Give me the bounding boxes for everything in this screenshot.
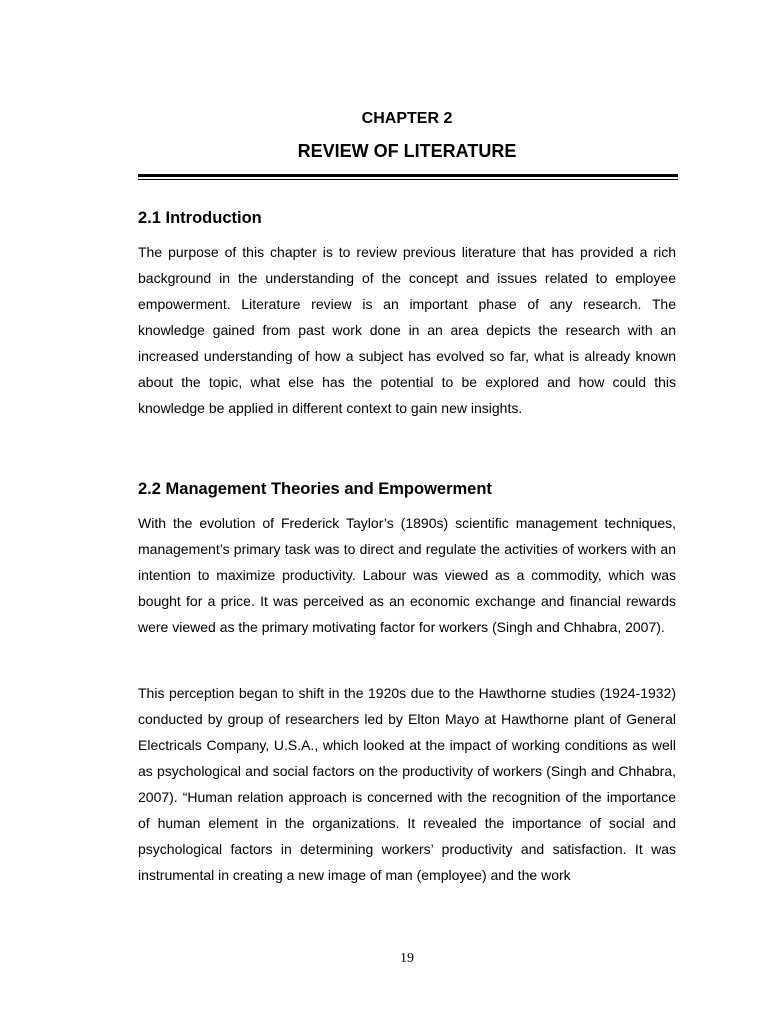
paragraph-taylor: With the evolution of Frederick Taylor’s (1890s) scientific management techniques, management’s primary task was to direct and regulate the activities of workers with an intention to maximize productivity. Labour was viewed as a commodity, which was bought for a price. It was perceived as an economic exchange and financial rewards were viewed as the primary motivating factor for workers (Singh and Chhabra, 2007). bbox=[138, 515, 676, 635]
chapter-label: CHAPTER 2 bbox=[361, 110, 453, 127]
paragraph-hawthorne: This perception began to shift in the 1920s due to the Hawthorne studies (1924-1932) conducted by group of researchers led by Elton Mayo at Hawthorne plant of General Electricals Company, U.S.A., which looked at the impact of working conditions as well as psychological and social factors on the productivity of workers (Singh and Chhabra, 2007). “Human relation approach is concerned with the recognition of the importance of human element in the organizations. It revealed the importance of social and psychological factors in determining workers’ productivity and satisfaction. It was instrumental in creating a new image of man (employee) and the work bbox=[138, 685, 676, 883]
document-page bbox=[138, 0, 676, 1024]
chapter-title: REVIEW OF LITERATURE bbox=[297, 141, 517, 161]
title-rule-thin bbox=[138, 179, 678, 180]
paragraph-introduction: The purpose of this chapter is to review previous literature that has provided a rich background in the understanding of the concept and issues related to employee empowerment. Literature review is an important phase of any research. The knowledge gained from past work done in an area depicts the research with an increased understanding of how a subject has evolved so far, what is already known about the topic, what else has the potential to be explored and how could this knowledge be applied in different context to gain new insights. bbox=[138, 244, 676, 416]
section-heading-management-theories: 2.2 Management Theories and Empowerment bbox=[138, 480, 492, 498]
section-heading-introduction: 2.1 Introduction bbox=[138, 209, 262, 227]
title-rule-thick bbox=[138, 174, 678, 177]
page-number: 19 bbox=[400, 951, 414, 966]
